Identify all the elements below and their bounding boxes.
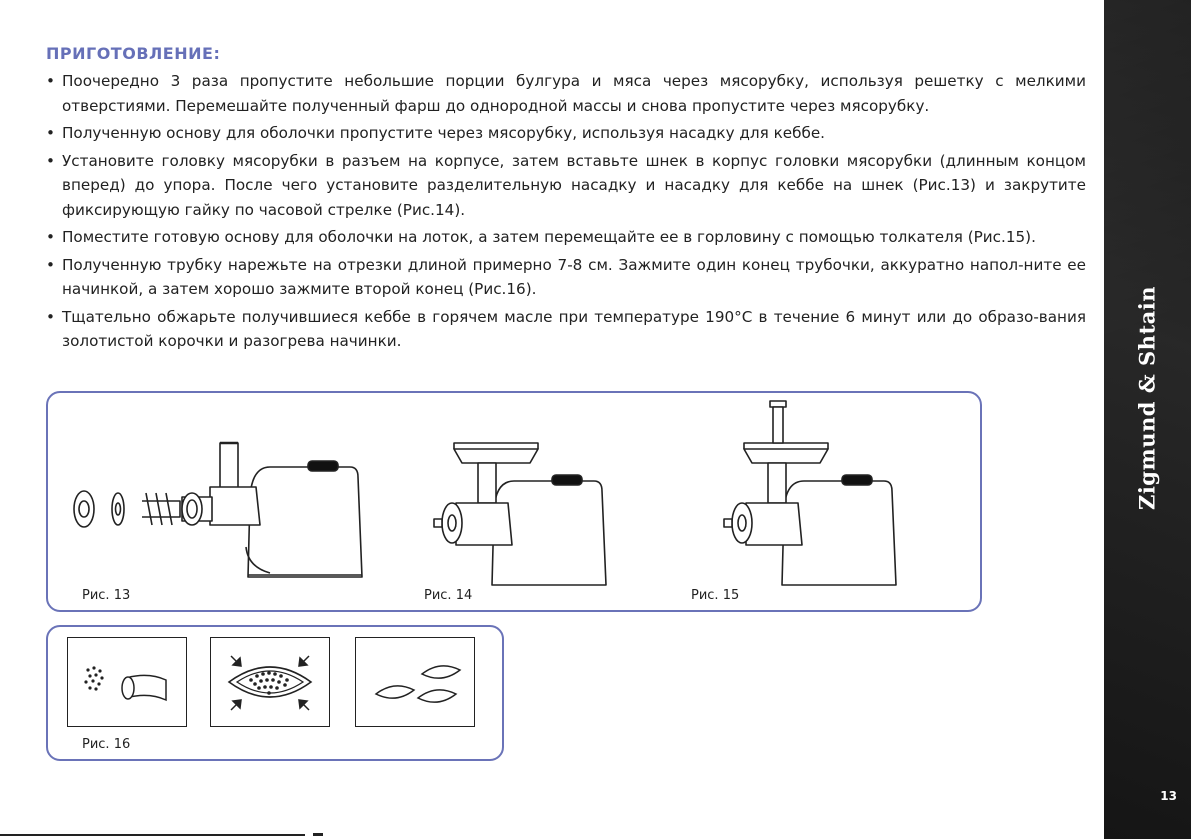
instructions-section (46, 44, 1086, 357)
fig13-caption: Рис. 13 (82, 588, 131, 603)
fig16-panel (46, 625, 504, 761)
fig13-illustration (70, 437, 370, 587)
bottom-rule (0, 834, 305, 836)
finished-kibbeh-icon (356, 638, 474, 726)
steps-list (46, 69, 1086, 354)
step-item: • Поместите готовую основу для оболочки на лоток, а затем перемещайте ее в горловину с помощью толкателя (Рис.15). (46, 225, 1086, 250)
section-title: ПРИГОТОВЛЕНИЕ: (46, 44, 221, 63)
fig14-illustration (426, 435, 626, 587)
fig16-step-3 (355, 637, 475, 727)
fig16-step-1 (67, 637, 187, 727)
step-item: • Поочередно 3 раза пропустите небольшие порции булгура и мяса через мясорубку, используя решетку с мелкими отверстиями. Перемешайте полученный фарш до однородной массы и снова пропустите через мясорубку. (46, 69, 1086, 118)
step-item: • Тщательно обжарьте получившиеся кеббе в горячем масле при температуре 190°С в течение 6 минут или до образо-вания золотистой корочки и разогрева начинки. (46, 305, 1086, 354)
stuffed-kibbeh-icon (211, 638, 329, 726)
fig16-caption: Рис. 16 (82, 737, 131, 752)
page-number: 13 (1160, 789, 1177, 803)
step-item: • Полученную основу для оболочки пропустите через мясорубку, используя насадку для кеббе. (46, 121, 1086, 146)
fig16-step-2 (210, 637, 330, 727)
step-item: • Установите головку мясорубки в разъем на корпусе, затем вставьте шнек в корпус головки мясорубки (длинным концом вперед) до упора. После чего установите разделительную насадку и насадку для кеббе на шнек (Рис.13) и закрутите фиксирующую гайку по часовой стрелке (Рис.14). (46, 149, 1086, 223)
fig14-caption: Рис. 14 (424, 588, 473, 603)
brand-sidebar (1104, 0, 1191, 839)
fig15-illustration (716, 397, 916, 587)
brand-logo: Zigmund & Shtain (1134, 286, 1160, 510)
step-item: • Полученную трубку нарежьте на отрезки длиной примерно 7-8 см. Зажмите один конец трубочки, аккуратно напол-ните ее начинкой, а затем хорошо зажмите второй конец (Рис.16). (46, 253, 1086, 302)
bottom-mark (313, 833, 323, 836)
figures-panel (46, 391, 982, 612)
filling-and-tube-icon (68, 638, 186, 726)
fig15-caption: Рис. 15 (691, 588, 740, 603)
